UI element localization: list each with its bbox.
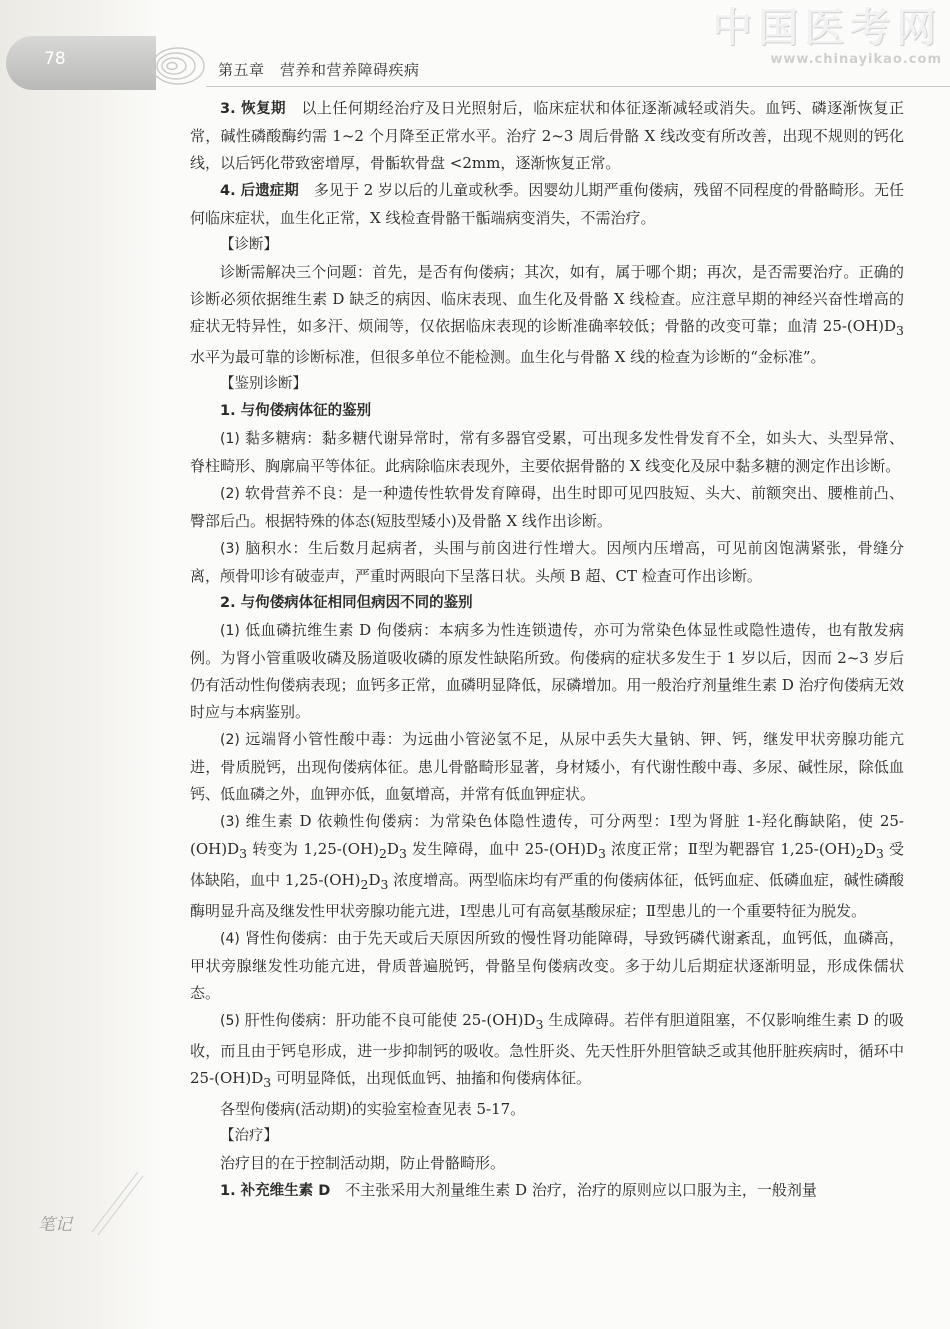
notes-pen-icon — [88, 1168, 148, 1238]
differential-item: (1) 黏多糖病：黏多糖代谢异常时，常有多器官受累，可出现多发性骨发育不全，如头大、头型异常、脊柱畸形、胸廓扁平等体征。此病除临床表现外，主要依据骨骼的 X 线变化及尿中黏多糖的测定作出诊断。 — [190, 429, 904, 475]
diagnosis-heading: 【诊断】 — [220, 237, 278, 253]
table-reference: 各型佝偻病(活动期)的实验室检查见表 5-17。 — [220, 1100, 526, 1118]
differential-item: (3) 维生素 D 依赖性佝偻病：为常染色体隐性遗传，可分两型：Ⅰ型为肾脏 1-羟化酶缺陷，使 $25-(OH)D_3$ 转变为 $1,25-(OH)_2D_3$ 发生障碍，血中 $25-(OH)D_3$ 浓度正常；Ⅱ型为靶器官 $1,25-(OH)_2D_3$ 受体缺陷，血中 $1,25-(OH)_2D_3$ 浓度增高。两型临床均有严重的佝偻病体征，低钙血症、低磷血症，碱性磷酸酶明显升高及继发性甲状旁腺功能亢进，Ⅰ型患儿可有高氨基酸尿症；Ⅱ型患儿的一个重要特征为脱发。 — [190, 812, 905, 920]
sequelae-text: 多见于 2 岁以后的儿童或秋季。因婴幼儿期严重佝偻病，残留不同程度的骨骼畸形。无任何临床症状，血生化正常，X 线检查骨骼干骺端病变消失，不需治疗。 — [190, 181, 904, 227]
paragraph-recovery — [190, 95, 904, 177]
header-divider — [206, 86, 950, 87]
differential-item: (2) 远端肾小管性酸中毒：为远曲小管泌氢不足，从尿中丢失大量钠、钾、钙，继发甲状旁腺功能亢进，骨质脱钙，出现佝偻病体征。患儿骨骼畸形显著，身材矮小，有代谢性酸中毒、多尿、碱性尿，除低血钙、低血磷之外，血钾亦低，血氨增高，并常有低血钾症状。 — [190, 730, 904, 803]
differential-item: (4) 肾性佝偻病：由于先天或后天原因所致的慢性肾功能障碍，导致钙磷代谢紊乱，血钙低，血磷高，甲状旁腺继发性功能亢进，骨质普遍脱钙，骨骼呈佝偻病改变。多于幼儿后期症状逐渐明显，形成侏儒状态。 — [190, 929, 904, 1002]
sequelae-heading: 4. 后遗症期 — [220, 183, 299, 199]
notes-label: 笔记 — [38, 1215, 72, 1235]
differential-item: (1) 低血磷抗维生素 D 佝偻病：本病多为性连锁遗传，亦可为常染色体显性或隐性遗传，也有散发病例。为肾小管重吸收磷及肠道吸收磷的原发性缺陷所致。佝偻病的症状多发生于 1 岁以后，因而 2~3 岁后仍有活动性佝偻病表现；血钙多正常，血磷明显降低，尿磷增加。用一般治疗剂量维生素 D 治疗佝偻病无效时应与本病鉴别。 — [190, 621, 904, 721]
watermark-site-name: 中国医考网 — [712, 5, 942, 51]
vitamin-d-heading: 1. 补充维生素 D — [220, 1183, 331, 1199]
differential-subheading-1: 1. 与佝偻病体征的鉴别 — [220, 403, 372, 419]
recovery-heading: 3. 恢复期 — [220, 101, 286, 117]
watermark — [712, 6, 942, 67]
paragraph-sequelae — [190, 177, 904, 232]
differential-item: (5) 肝性佝偻病：肝功能不良可能使 $25-(OH)D_3$ 生成障碍。若伴有胆道阻塞，不仅影响维生素 D 的吸收，而且由于钙皂形成，进一步抑制钙的吸收。急性肝炎、先天性肝外胆管缺乏或其他肝脏疾病时，循环中 $25-(OH)D_3$ 可明显降低，出现低血钙、抽搐和佝偻病体征。 — [190, 1011, 904, 1090]
recovery-text: 以上任何期经治疗及日光照射后，临床症状和体征逐渐减轻或消失。血钙、磷逐渐恢复正常，碱性磷酸酶约需 1~2 个月降至正常水平。治疗 2~3 周后骨骼 X 线改变有所改善，出现不规则的钙化线，以后钙化带致密增厚，骨骺软骨盘 <2mm，逐渐恢复正常。 — [190, 99, 904, 172]
treatment-item: 1. 补充维生素 D 不主张采用大剂量维生素 D 治疗，治疗的原则应以口服为主，一般剂量 — [220, 1181, 817, 1199]
differential-subheading-2: 2. 与佝偻病体征相同但病因不同的鉴别 — [220, 595, 473, 611]
treatment-goal: 治疗目的在于控制活动期，防止骨骼畸形。 — [220, 1154, 506, 1172]
differential-item: (2) 软骨营养不良：是一种遗传性软骨发育障碍，出生时即可见四肢短、头大、前额突出、腰椎前凸、臀部后凸。根据特殊的体态(短肢型矮小)及骨骼 X 线作出诊断。 — [190, 484, 904, 530]
page-number: 78 — [44, 49, 66, 69]
page-number-badge — [6, 36, 156, 90]
treatment-heading: 【治疗】 — [220, 1128, 278, 1144]
page-gutter — [0, 0, 160, 1329]
differential-item: (3) 脑积水：生后数月起病者，头围与前囟进行性增大。因颅内压增高，可见前囟饱满紧张，骨缝分离，颅骨叩诊有破壶声，严重时两眼向下呈落日状。头颅 B 超、CT 检查可作出诊断。 — [190, 539, 904, 585]
differential-heading: 【鉴别诊断】 — [220, 376, 307, 392]
swirl-logo-icon — [148, 38, 212, 90]
chapter-title: 第五章 营养和营养障碍疾病 — [218, 61, 420, 79]
page-body — [190, 95, 904, 1205]
diagnosis-paragraph: 诊断需解决三个问题：首先，是否有佝偻病；其次，如有，属于哪个期；再次，是否需要治疗。正确的诊断必须依据维生素 D 缺乏的病因、临床表现、血生化及骨骼 X 线检查。应注意早期的神经兴奋性增高的症状无特异性，如多汗、烦闹等，仅依据临床表现的诊断准确率较低；骨骼的改变可靠；血清 $25-(OH)D_3$ 水平为最可靠的诊断标准，但很多单位不能检测。血生化与骨骼 X 线的检查为诊断的“金标准”。 — [190, 263, 904, 366]
watermark-url: www.chinayikao.com — [770, 52, 942, 67]
